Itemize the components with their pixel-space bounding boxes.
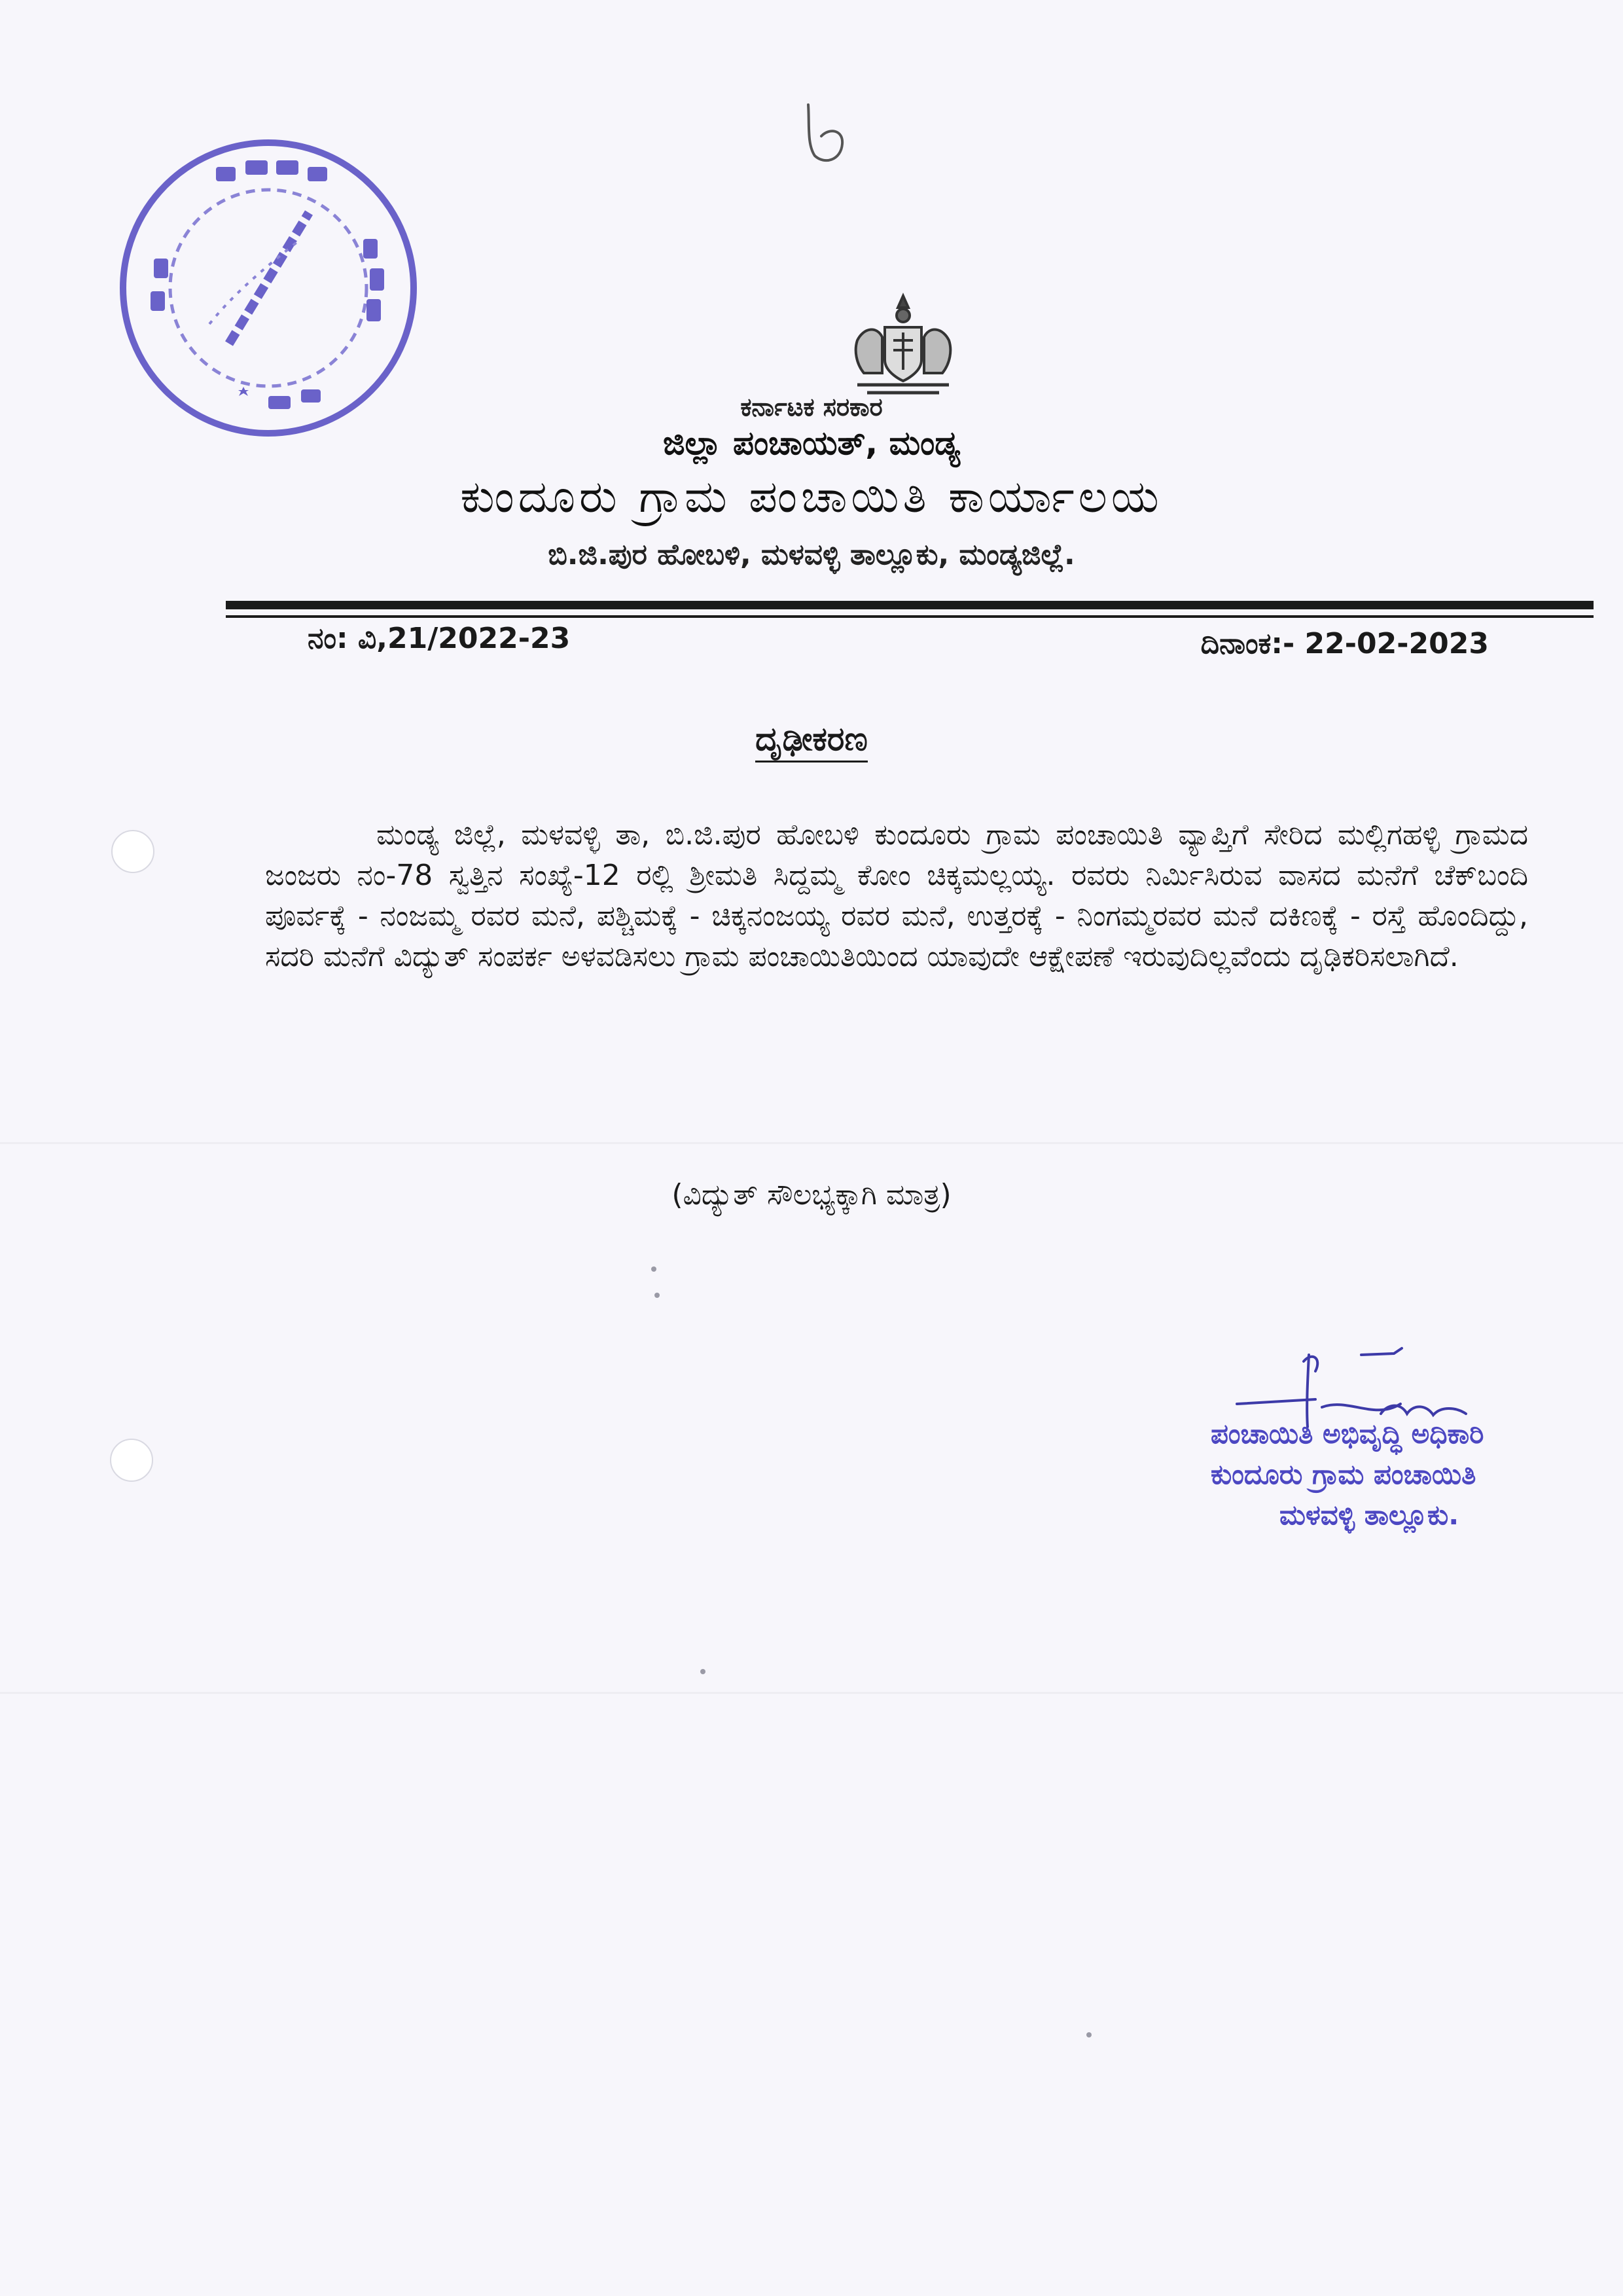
header-divider bbox=[226, 601, 1594, 609]
paper-fold-line bbox=[0, 1142, 1623, 1144]
karnataka-emblem-icon bbox=[844, 288, 962, 399]
district-panchayat-name: ಜಿಲ್ಲಾ ಪಂಚಾಯತ್, ಮಂಡ್ಯ bbox=[662, 424, 961, 462]
reference-number: ನಂ: ವಿ,21/2022-23 bbox=[308, 622, 571, 655]
handwritten-mark-icon bbox=[795, 98, 854, 170]
certificate-body: ಮಂಡ್ಯ ಜಿಲ್ಲೆ, ಮಳವಳ್ಳಿ ತಾ, ಬಿ.ಜಿ.ಪುರ ಹೋಬಳಿ ಕುಂದೂರು ಗ್ರಾಮ ಪಂಚಾಯಿತಿ ವ್ಯಾಪ್ತಿಗೆ ಸೇರಿದ ಮಲ್ಲಿಗಹಳ್ಳಿ ಗ್ರಾಮದ ಜಂಜರು ನಂ-78 ಸ್ವತ್ತಿನ ಸಂಖ್ಯೆ-12 ರಲ್ಲಿ ಶ್ರೀಮತಿ ಸಿದ್ದಮ್ಮ ಕೋಂ ಚಿಕ್ಕಮಲ್ಲಯ್ಯ. ರವರು ನಿರ್ಮಿಸಿರುವ ವಾಸದ ಮನೆಗೆ ಚೆಕ್‌ಬಂದಿ ಪೂರ್ವಕ್ಕೆ - ನಂಜಮ್ಮ ರವರ ಮನೆ, ಪಶ್ಚಿಮಕ್ಕೆ - ಚಿಕ್ಕನಂಜಯ್ಯ ರವರ ಮನೆ, ಉತ್ತರಕ್ಕೆ - ನಿಂಗಮ್ಮರವರ ಮನೆ ದಕಿಣಕ್ಕೆ - ರಸ್ತೆ ಹೊಂದಿದ್ದು, ಸದರಿ ಮನೆಗೆ ವಿದ್ಯುತ್ ಸಂಪರ್ಕ ಅಳವಡಿಸಲು ಗ್ರಾಮ ಪಂಚಾಯಿತಿಯಿಂದ ಯಾವುದೇ ಆಕ್ಷೇಪಣೆ ಇರುವುದಿಲ್ಲವೆಂದು ದೃಢಿಕರಿಸಲಾಗಿದೆ. bbox=[265, 818, 1528, 973]
office-address: ಬಿ.ಜಿ.ಪುರ ಹೋಬಳಿ, ಮಳವಳ್ಳಿ ತಾಲ್ಲೂಕು, ಮಂಡ್ಯಜಿಲ್ಲೆ. bbox=[548, 538, 1075, 571]
scan-speck bbox=[654, 1293, 660, 1298]
paper-fold-line bbox=[0, 1692, 1623, 1694]
purpose-note: (ವಿದ್ಯುತ್ ಸೌಲಭ್ಯಕ್ಕಾಗಿ ಮಾತ್ರ) bbox=[671, 1178, 952, 1211]
document-date: ದಿನಾಂಕ:- 22-02-2023 bbox=[1200, 627, 1489, 660]
header-divider-thin bbox=[226, 615, 1594, 618]
subject-text: ದೃಢೀಕರಣ bbox=[755, 720, 868, 762]
officer-taluk: ಮಳವಳ್ಳಿ ತಾಲ್ಲೂಕು. bbox=[1279, 1499, 1459, 1531]
officer-panchayat: ಕುಂದೂರು ಗ್ರಾಮ ಪಂಚಾಯಿತಿ bbox=[1211, 1458, 1476, 1490]
government-name: ಕರ್ನಾಟಕ ಸರಕಾರ bbox=[740, 393, 883, 422]
scan-speck bbox=[1086, 2032, 1092, 2037]
scan-speck bbox=[700, 1669, 705, 1674]
punch-hole bbox=[110, 1439, 153, 1482]
officer-title: ಪಂಚಾಯಿತಿ ಅಭಿವೃದ್ಧಿ ಅಧಿಕಾರಿ bbox=[1211, 1418, 1484, 1450]
officer-stamp bbox=[1198, 1414, 1603, 1535]
punch-hole bbox=[111, 830, 154, 873]
scan-speck bbox=[651, 1266, 656, 1272]
office-name: ಕುಂದೂರು ಗ್ರಾಮ ಪಂಚಾಯಿತಿ ಕಾರ್ಯಾಲಯ bbox=[460, 471, 1163, 523]
subject-heading bbox=[0, 720, 1623, 759]
